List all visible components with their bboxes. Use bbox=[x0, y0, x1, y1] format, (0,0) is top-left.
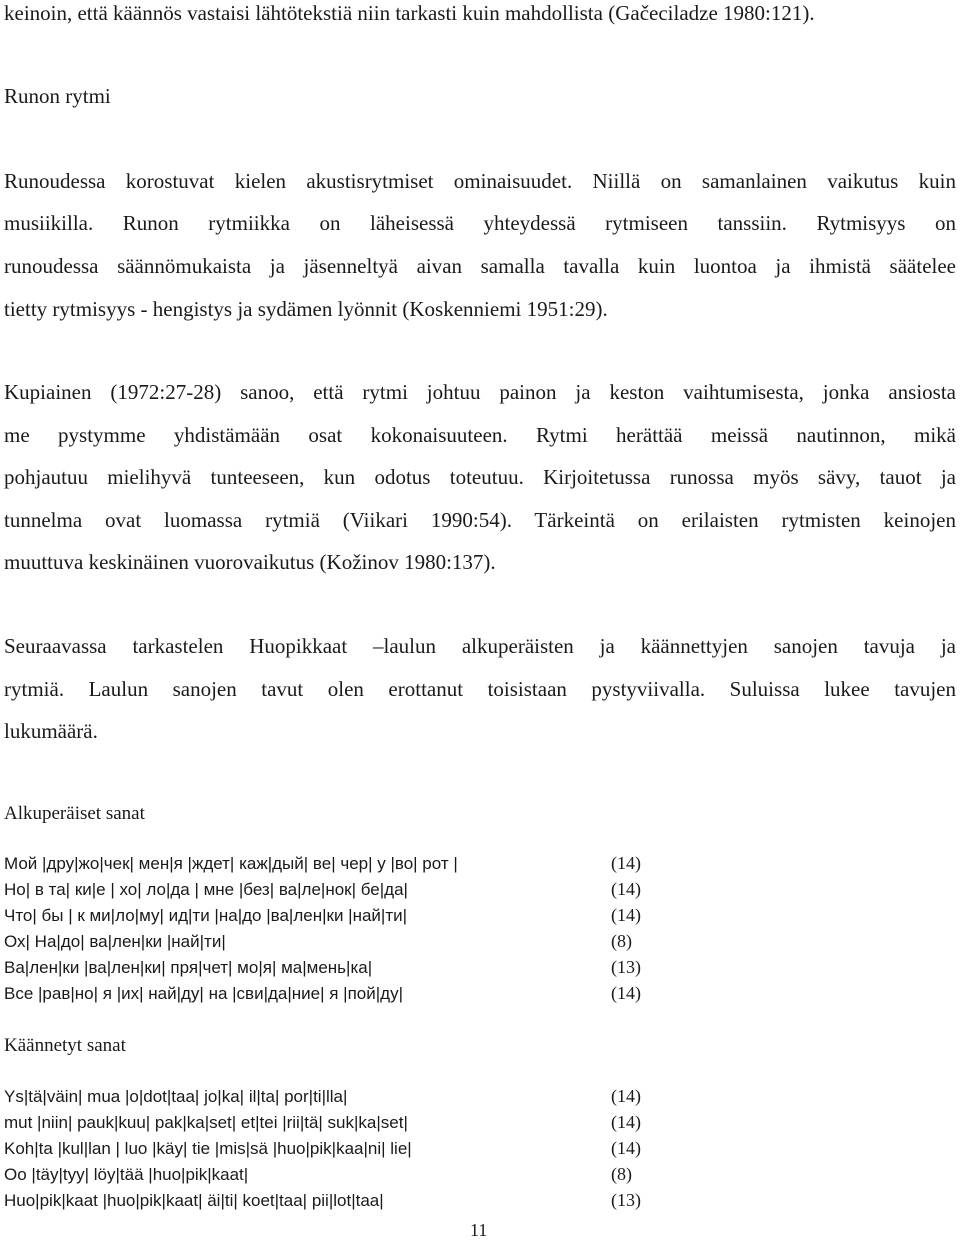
translated-lyrics-heading: Käännetyt sanat bbox=[4, 1035, 126, 1056]
paragraph-line: lukumäärä. bbox=[4, 719, 98, 743]
paragraph-line: musiikilla. Runon rytmiikka on läheisessä yhteydessä rytmiseen tanssiin. Rytmisyys on bbox=[4, 211, 956, 235]
paragraph-line: pohjautuu mielihyvä tunteeseen, kun odotus toteutuu. Kirjoitetussa runossa myös sävy, tauot ja bbox=[4, 465, 956, 489]
section-heading: Runon rytmi bbox=[4, 84, 111, 108]
syllable-count: (8) bbox=[611, 931, 632, 951]
original-lyric-line: Ох| На|до| ва|лен|ки |най|ти| bbox=[4, 932, 226, 951]
original-lyric-line: Все |рав|но| я |их| най|ду| на |сви|да|ние| я |пой|ду| bbox=[4, 984, 404, 1003]
original-lyric-line: Мой |дру|жо|чек| мен|я |ждет| каж|дый| ве| чер| у |во| рот | bbox=[4, 854, 458, 873]
paragraph-line: tunnelma ovat luomassa rytmiä (Viikari 1990:54). Tärkeintä on erilaisten rytmisten keinojen bbox=[4, 508, 956, 532]
page-number: 11 bbox=[470, 1220, 488, 1240]
translated-lyric-line: Koh|ta |kul|lan | luo |käy| tie |mis|sä |huo|pik|kaa|ni| lie| bbox=[4, 1139, 412, 1158]
syllable-count: (14) bbox=[611, 1086, 641, 1106]
paragraph-line: Runoudessa korostuvat kielen akustisrytmiset ominaisuudet. Niillä on samanlainen vaikutus kuin bbox=[4, 169, 956, 193]
syllable-count: (8) bbox=[611, 1164, 632, 1184]
original-lyrics-heading: Alkuperäiset sanat bbox=[4, 803, 145, 824]
syllable-count: (14) bbox=[611, 905, 641, 925]
translated-lyric-line: Huo|pik|kaat |huo|pik|kaat| äi|ti| koet|taa| pii|lot|taa| bbox=[4, 1191, 384, 1210]
original-lyric-line: Что| бы | к ми|ло|му| ид|ти |на|до |ва|лен|ки |най|ти| bbox=[4, 906, 408, 925]
paragraph-line: muuttuva keskinäinen vuorovaikutus (Kožinov 1980:137). bbox=[4, 550, 496, 574]
paragraph-line: Seuraavassa tarkastelen Huopikkaat –laulun alkuperäisten ja käännettyjen sanojen tavuja ja bbox=[4, 634, 956, 658]
syllable-count: (14) bbox=[611, 1138, 641, 1158]
syllable-count: (14) bbox=[611, 1112, 641, 1132]
paragraph-line: tietty rytmisyys - hengistys ja sydämen lyönnit (Koskenniemi 1951:29). bbox=[4, 297, 608, 321]
paragraph-line: me pystymme yhdistämään osat kokonaisuuteen. Rytmi herättää meissä nautinnon, mikä bbox=[4, 423, 956, 447]
translated-lyric-line: Oo |täy|tyy| löy|tää |huo|pik|kaat| bbox=[4, 1165, 249, 1184]
paragraph-line: runoudessa säännömukaista ja jäsenneltyä aivan samalla tavalla kuin luontoa ja ihmistä säätelee bbox=[4, 254, 956, 278]
syllable-count: (13) bbox=[611, 957, 641, 977]
syllable-count: (13) bbox=[611, 1190, 641, 1210]
syllable-count: (14) bbox=[611, 853, 641, 873]
translated-lyric-line: Ys|tä|väin| mua |o|dot|taa| jo|ka| il|ta| por|ti|lla| bbox=[4, 1087, 348, 1106]
syllable-count: (14) bbox=[611, 983, 641, 1003]
original-lyric-line: Но| в та| ки|е | хо| ло|да | мне |без| ва|ле|нок| бе|да| bbox=[4, 880, 408, 899]
original-lyric-line: Ва|лен|ки |ва|лен|ки| пря|чет| мо|я| ма|мень|ка| bbox=[4, 958, 373, 977]
syllable-count: (14) bbox=[611, 879, 641, 899]
paragraph-line: rytmiä. Laulun sanojen tavut olen erottanut toisistaan pystyviivalla. Suluissa lukee tavujen bbox=[4, 677, 956, 701]
paragraph-line: keinoin, että käännös vastaisi lähtötekstiä niin tarkasti kuin mahdollista (Gačeciladze 1980:121). bbox=[4, 1, 815, 25]
translated-lyric-line: mut |niin| pauk|kuu| pak|ka|set| et|tei |rii|tä| suk|ka|set| bbox=[4, 1113, 408, 1132]
paragraph-line: Kupiainen (1972:27-28) sanoo, että rytmi johtuu painon ja keston vaihtumisesta, jonka ansiosta bbox=[4, 380, 956, 404]
